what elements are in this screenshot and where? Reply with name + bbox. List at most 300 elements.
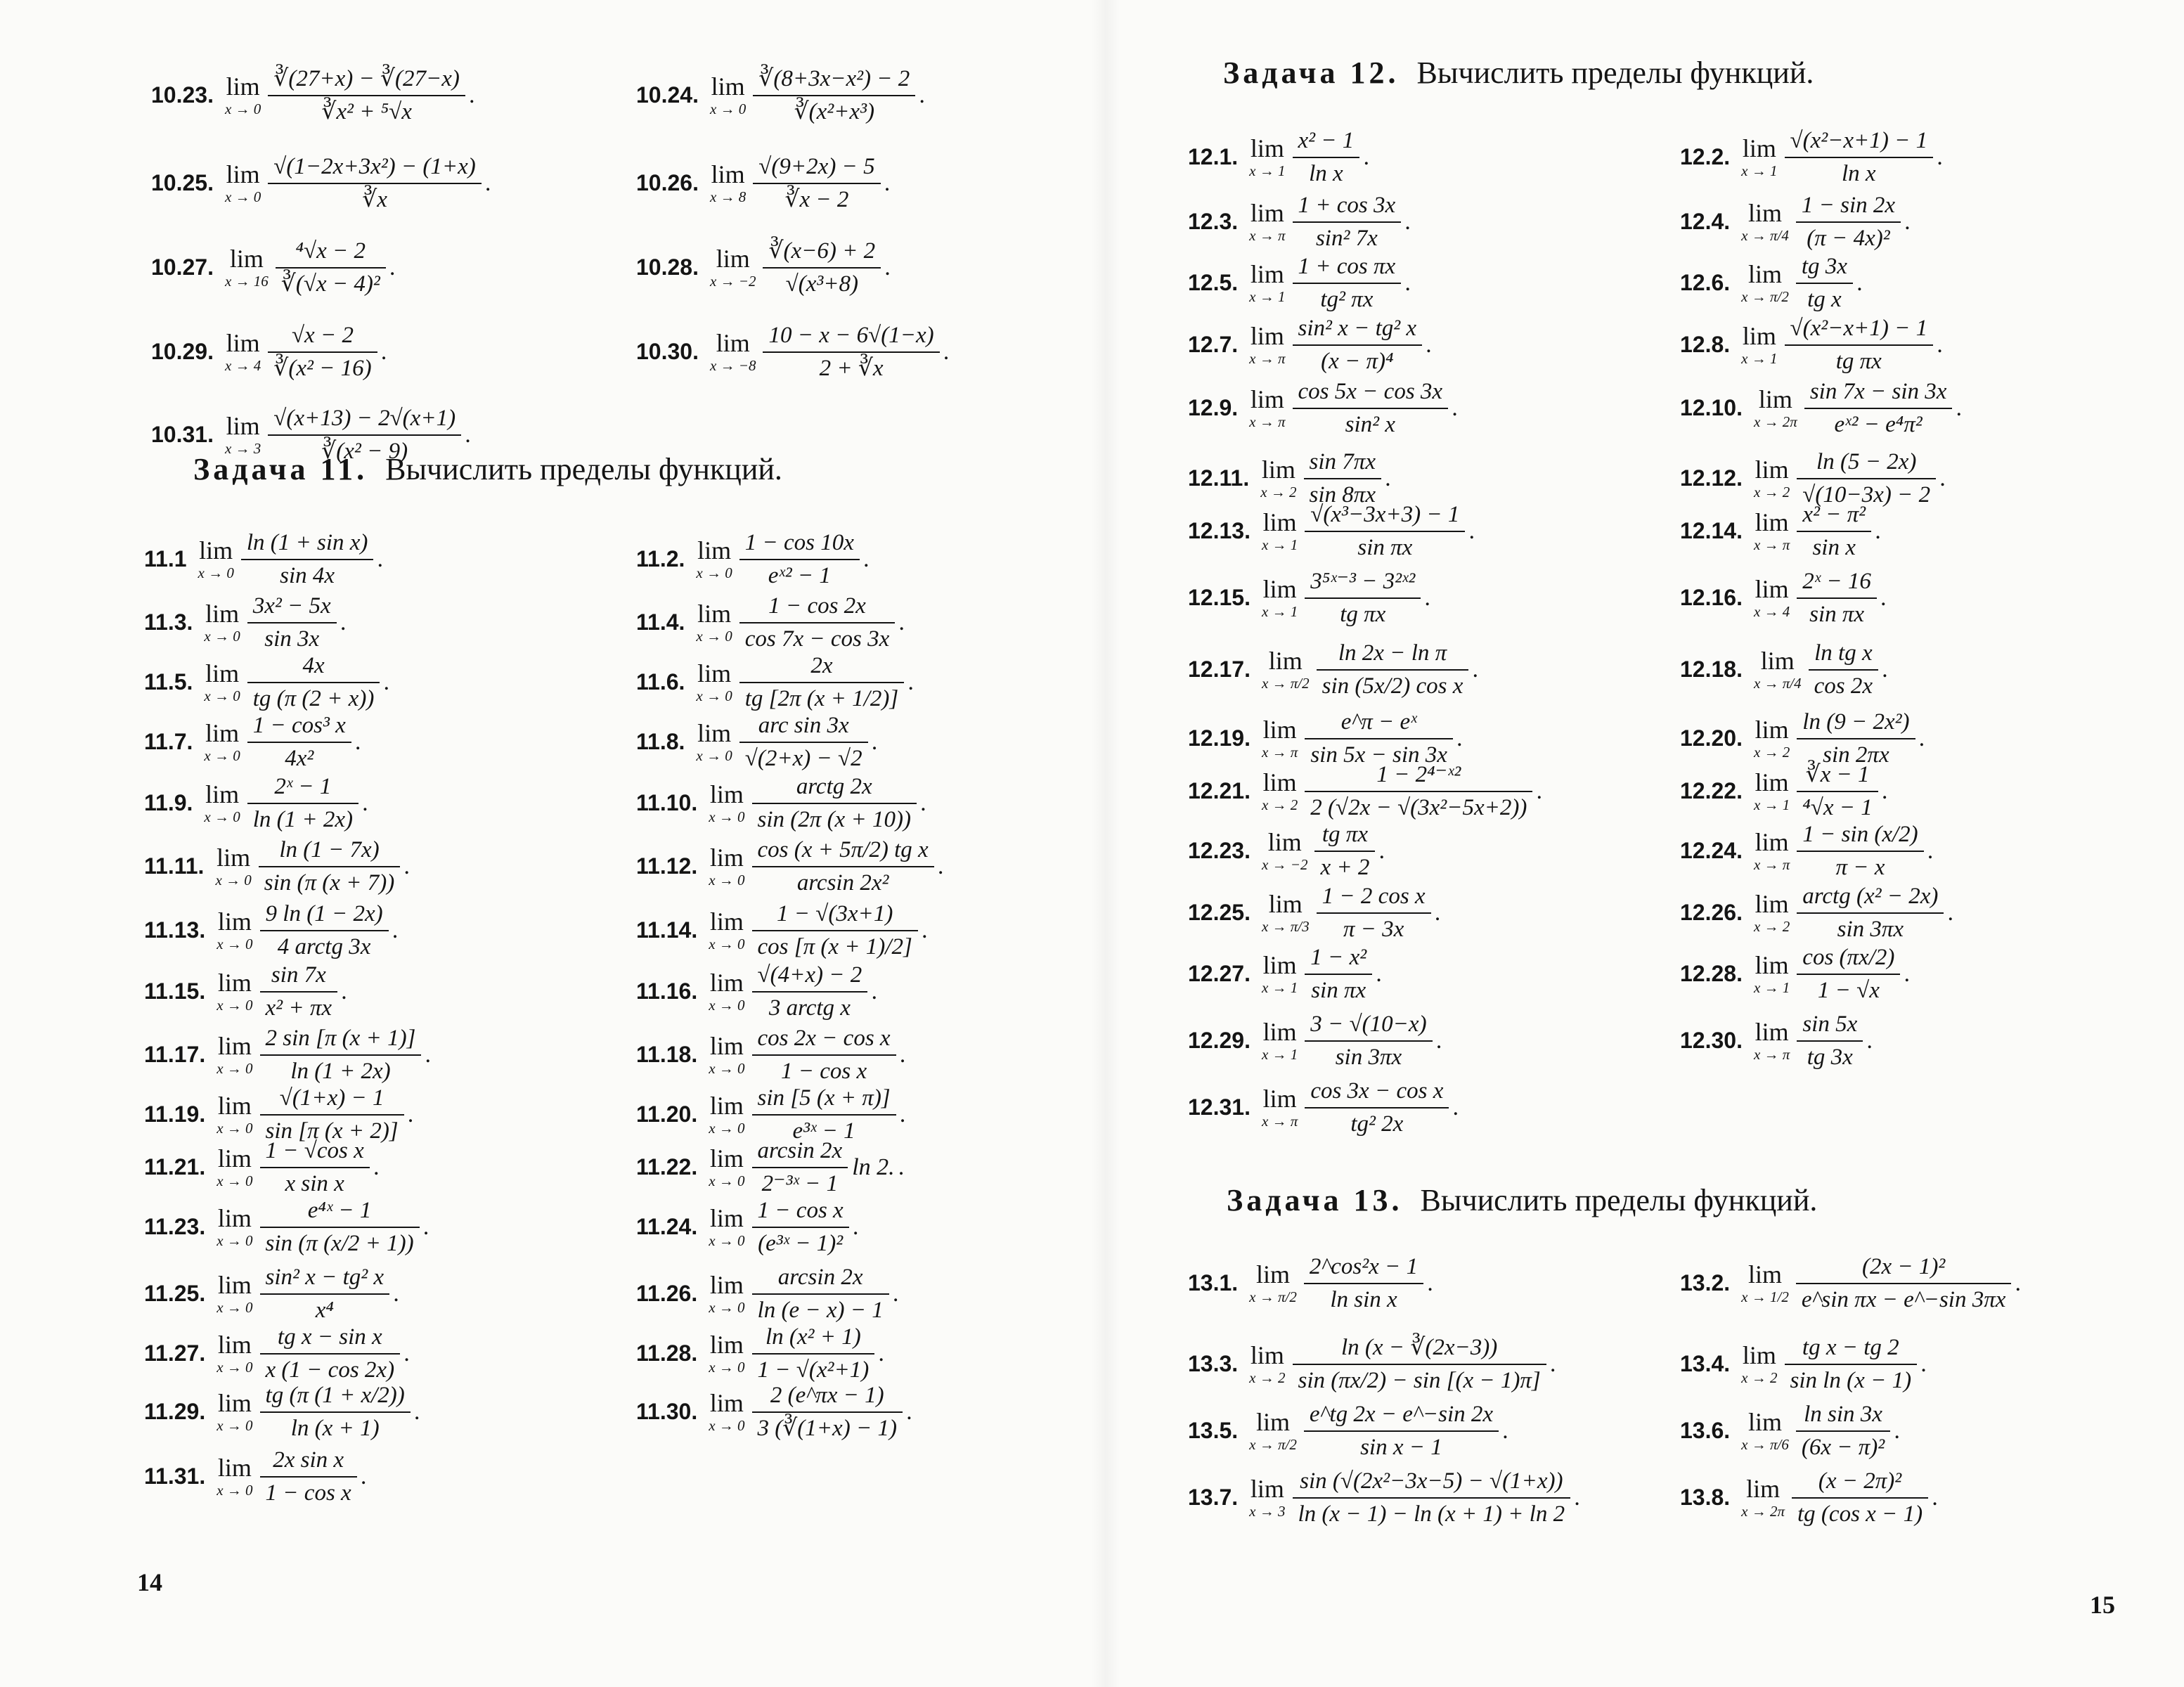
limit-problem bbox=[1188, 710, 1463, 767]
lim-word: lim bbox=[709, 1092, 744, 1120]
lim-word: lim bbox=[217, 1032, 252, 1061]
problem-number: 10.26. bbox=[636, 170, 699, 196]
book-spine bbox=[1092, 0, 1120, 1687]
lim-subscript: x → 0 bbox=[215, 872, 252, 889]
lim-subscript: x → 0 bbox=[217, 1060, 253, 1078]
lim-word: lim bbox=[1268, 890, 1303, 919]
lim-operator bbox=[225, 330, 261, 373]
problem-number: 12.19. bbox=[1188, 725, 1251, 751]
period: . bbox=[1435, 899, 1442, 926]
limit-problem bbox=[636, 775, 926, 832]
lim-word: lim bbox=[711, 72, 745, 101]
problem-number: 11.28. bbox=[636, 1340, 698, 1366]
lim-word: lim bbox=[1250, 385, 1284, 414]
lim-subscript: x → 2 bbox=[1260, 484, 1297, 501]
limit-problem bbox=[1680, 1469, 1939, 1526]
limit-problem bbox=[636, 963, 878, 1020]
denominator: sin 3πx bbox=[1837, 916, 1904, 942]
lim-subscript: x → 0 bbox=[198, 564, 234, 582]
fraction bbox=[1305, 1079, 1449, 1136]
period: . bbox=[404, 1340, 411, 1366]
fraction bbox=[1317, 641, 1469, 698]
lim-operator bbox=[217, 909, 252, 952]
denominator: tg [2π (x + 1/2)] bbox=[744, 685, 899, 711]
lim-operator bbox=[225, 413, 261, 456]
lim-word: lim bbox=[217, 1271, 252, 1300]
lim-word: lim bbox=[1261, 455, 1295, 484]
period: . bbox=[2015, 1269, 2022, 1296]
period: . bbox=[1364, 143, 1370, 170]
problem-number: 11.2. bbox=[636, 546, 685, 572]
numerator: 1 − cos x bbox=[757, 1198, 844, 1223]
denominator: sin (2π (x + 10)) bbox=[757, 806, 911, 832]
numerator: cos 5x − cos 3x bbox=[1298, 379, 1443, 404]
numerator: 1 − x² bbox=[1310, 945, 1367, 970]
lim-operator bbox=[709, 1390, 744, 1433]
problem-number: 13.2. bbox=[1680, 1270, 1731, 1296]
lim-subscript: x → 0 bbox=[696, 628, 732, 645]
problem-number: 12.1. bbox=[1188, 144, 1239, 170]
numerator: 4x bbox=[302, 653, 325, 678]
limit-problem bbox=[144, 1265, 400, 1322]
period: . bbox=[404, 853, 411, 879]
problem-number: 12.16. bbox=[1680, 585, 1743, 611]
lim-operator bbox=[225, 246, 269, 289]
limit-problem bbox=[636, 155, 891, 212]
period: . bbox=[1875, 517, 1882, 544]
numerator: ⁴√x − 2 bbox=[295, 238, 366, 264]
lim-subscript: x → π bbox=[1249, 413, 1286, 431]
limit-problem bbox=[144, 1383, 420, 1440]
lim-subscript: x → 0 bbox=[204, 687, 240, 705]
limit-problem bbox=[144, 838, 411, 895]
lim-operator bbox=[1260, 457, 1296, 500]
task-12-title: Вычислить пределы функций. bbox=[1416, 56, 1814, 90]
lim-word: lim bbox=[1755, 951, 1789, 980]
problem-number: 12.3. bbox=[1188, 209, 1239, 235]
period: . bbox=[1937, 143, 1944, 170]
problem-number: 12.2. bbox=[1680, 144, 1731, 170]
numerator: 1 − 2 cos x bbox=[1322, 884, 1426, 909]
limit-problem bbox=[1188, 822, 1385, 879]
fraction bbox=[259, 838, 400, 895]
limit-problem bbox=[1680, 641, 1889, 698]
problem-number: 11.22. bbox=[636, 1154, 698, 1180]
limit-problem bbox=[636, 1383, 912, 1440]
problem-number: 11.16. bbox=[636, 978, 698, 1004]
lim-operator bbox=[696, 720, 732, 763]
lim-operator bbox=[696, 538, 732, 581]
problem-number: 10.31. bbox=[151, 422, 214, 448]
problem-number: 12.25. bbox=[1188, 900, 1251, 926]
limit-problem bbox=[636, 1265, 899, 1322]
period: . bbox=[884, 169, 891, 196]
problem-number: 11.24. bbox=[636, 1214, 698, 1240]
problem-number: 11.12. bbox=[636, 853, 698, 879]
limit-problem bbox=[1680, 1402, 1901, 1459]
period: . bbox=[898, 1153, 905, 1180]
problem-number: 11.21. bbox=[144, 1154, 206, 1180]
numerator: 1 − √(3x+1) bbox=[777, 901, 893, 926]
lim-subscript: x → 4 bbox=[224, 357, 261, 375]
limit-problem bbox=[1188, 641, 1479, 698]
limit-problem bbox=[1188, 193, 1411, 250]
lim-subscript: x → π bbox=[1753, 1046, 1790, 1064]
problem-number: 13.4. bbox=[1680, 1351, 1731, 1377]
period: . bbox=[1385, 465, 1392, 491]
lim-operator bbox=[696, 661, 732, 704]
limit-problem bbox=[636, 67, 926, 124]
lim-operator bbox=[709, 1033, 744, 1076]
lim-subscript: x → 1 bbox=[1741, 350, 1778, 368]
lim-word: lim bbox=[711, 160, 745, 189]
lim-operator bbox=[225, 162, 261, 205]
fraction bbox=[260, 1026, 422, 1083]
numerator: e⁴ˣ − 1 bbox=[307, 1198, 372, 1223]
period: . bbox=[893, 1280, 900, 1307]
limit-problem bbox=[144, 1086, 414, 1143]
problem-number: 12.31. bbox=[1188, 1094, 1251, 1120]
lim-subscript: x → π/2 bbox=[1741, 288, 1789, 306]
denominator: 1 − cos x bbox=[265, 1480, 351, 1506]
fraction bbox=[1796, 193, 1901, 250]
fraction bbox=[752, 1086, 896, 1143]
denominator: 3 arctg x bbox=[768, 995, 851, 1021]
period: . bbox=[1904, 960, 1911, 987]
fraction bbox=[1797, 450, 1936, 507]
lim-subscript: x → 2π bbox=[1753, 413, 1797, 431]
lim-subscript: x → −2 bbox=[709, 273, 756, 290]
period: . bbox=[1921, 1350, 1927, 1377]
denominator: ⁴√x − 1 bbox=[1802, 794, 1873, 820]
lim-operator bbox=[1754, 387, 1797, 429]
numerator: tg x − sin x bbox=[277, 1324, 382, 1350]
fraction bbox=[763, 323, 939, 380]
lim-operator bbox=[1741, 136, 1777, 179]
lim-word: lim bbox=[709, 907, 744, 936]
lim-subscript: x → 0 bbox=[709, 1417, 745, 1435]
lim-word: lim bbox=[1742, 322, 1776, 351]
denominator: sin 3x bbox=[264, 626, 320, 652]
lim-word: lim bbox=[1262, 951, 1297, 980]
denominator: eˣ² − 1 bbox=[768, 562, 831, 588]
lim-subscript: x → π/2 bbox=[1249, 1436, 1297, 1454]
numerator: 2ˣ − 16 bbox=[1802, 569, 1871, 594]
fraction bbox=[1796, 1255, 2012, 1312]
lim-operator bbox=[1741, 1476, 1785, 1519]
lim-operator bbox=[1754, 457, 1790, 500]
numerator: 1 − cos 2x bbox=[768, 593, 866, 619]
lim-operator bbox=[709, 1093, 744, 1136]
denominator: sin (5x/2) cos x bbox=[1322, 673, 1463, 699]
page-number-left: 14 bbox=[137, 1568, 162, 1596]
problem-number: 10.27. bbox=[151, 254, 214, 280]
fraction bbox=[739, 654, 904, 711]
lim-subscript: x → 0 bbox=[696, 687, 732, 705]
lim-operator bbox=[1249, 261, 1285, 304]
period: . bbox=[485, 169, 492, 196]
lim-subscript: x → 4 bbox=[1753, 603, 1790, 621]
limit-problem bbox=[1680, 1012, 1873, 1069]
fraction bbox=[752, 1383, 903, 1440]
fraction bbox=[752, 1198, 849, 1255]
lim-subscript: x → 1 bbox=[1261, 536, 1298, 554]
denominator: x + 2 bbox=[1320, 854, 1370, 880]
fraction bbox=[752, 1325, 875, 1382]
fraction bbox=[260, 1086, 404, 1143]
lim-operator bbox=[1754, 770, 1790, 813]
denominator: sin πx bbox=[1809, 601, 1865, 627]
period: . bbox=[342, 978, 348, 1004]
numerator: √(4+x) − 2 bbox=[757, 962, 862, 988]
problem-number: 12.10. bbox=[1680, 395, 1743, 421]
limit-problem bbox=[1680, 316, 1944, 373]
lim-word: lim bbox=[217, 1389, 252, 1418]
lim-word: lim bbox=[226, 412, 260, 441]
numerator: arctg (x² − 2x) bbox=[1802, 884, 1939, 909]
lim-word: lim bbox=[709, 1032, 744, 1061]
period: . bbox=[373, 1153, 380, 1180]
limit-problem bbox=[1680, 763, 1888, 820]
lim-operator bbox=[1249, 136, 1285, 179]
numerator: x² − π² bbox=[1802, 502, 1866, 527]
period: . bbox=[1867, 1027, 1873, 1054]
numerator: ∛(x−6) + 2 bbox=[768, 238, 876, 264]
numerator: sin² x − tg² x bbox=[1298, 316, 1417, 341]
problem-number: 12.12. bbox=[1680, 465, 1743, 491]
lim-word: lim bbox=[709, 969, 744, 997]
fraction bbox=[1792, 1469, 1928, 1526]
lim-subscript: x → 0 bbox=[709, 101, 747, 118]
fraction bbox=[1797, 945, 1900, 1002]
denominator: 2 + ∛x bbox=[819, 355, 884, 381]
lim-operator bbox=[709, 1206, 744, 1248]
numerator: sin (√(2x²−3x−5) − √(1+x)) bbox=[1300, 1468, 1563, 1494]
task-12-heading bbox=[1223, 55, 1814, 91]
problem-number: 11.11. bbox=[144, 853, 205, 879]
numerator: √x − 2 bbox=[291, 323, 354, 348]
lim-subscript: x → 1 bbox=[1261, 979, 1298, 997]
problem-number: 10.24. bbox=[636, 82, 699, 108]
period: . bbox=[381, 338, 388, 365]
limit-problem bbox=[151, 323, 387, 380]
lim-operator bbox=[1741, 1409, 1789, 1452]
lim-word: lim bbox=[217, 1331, 252, 1359]
numerator: tg x − tg 2 bbox=[1802, 1335, 1899, 1360]
problem-number: 12.8. bbox=[1680, 332, 1731, 358]
lim-subscript: x → 0 bbox=[709, 936, 745, 953]
lim-operator bbox=[709, 1332, 744, 1375]
lim-subscript: x → 0 bbox=[709, 997, 745, 1014]
problem-number: 13.6. bbox=[1680, 1418, 1731, 1444]
lim-word: lim bbox=[709, 1389, 744, 1418]
numerator: 1 − sin 2x bbox=[1801, 193, 1896, 218]
lim-operator bbox=[1262, 648, 1310, 691]
numerator: √(x²−x+1) − 1 bbox=[1790, 128, 1928, 153]
lim-word: lim bbox=[1758, 385, 1792, 414]
denominator: ln x bbox=[1309, 160, 1343, 186]
limit-problem bbox=[1188, 569, 1431, 626]
period: . bbox=[1882, 777, 1889, 804]
denominator: √(10−3x) − 2 bbox=[1802, 481, 1931, 508]
fraction bbox=[739, 594, 896, 651]
lim-subscript: x → π/2 bbox=[1261, 675, 1310, 692]
lim-subscript: x → 1 bbox=[1741, 162, 1778, 180]
denominator: sin² 7x bbox=[1315, 225, 1378, 251]
problem-number: 11.14. bbox=[636, 917, 698, 943]
limit-problem bbox=[1188, 129, 1370, 186]
lim-subscript: x → 0 bbox=[217, 1232, 253, 1250]
lim-word: lim bbox=[1256, 1408, 1291, 1437]
fraction bbox=[763, 239, 881, 296]
denominator: √(2+x) − √2 bbox=[744, 745, 862, 771]
task-11-title: Вычислить пределы функций. bbox=[385, 452, 782, 486]
problem-number: 10.23. bbox=[151, 82, 214, 108]
trailing-factor: ln 2. bbox=[852, 1153, 895, 1180]
lim-subscript: x → 0 bbox=[217, 1120, 253, 1137]
limit-problem bbox=[151, 155, 491, 212]
period: . bbox=[885, 254, 891, 280]
problem-number: 10.28. bbox=[636, 254, 699, 280]
lim-subscript: x → 0 bbox=[696, 564, 732, 582]
problem-number: 11.5. bbox=[144, 669, 193, 695]
lim-subscript: x → 1 bbox=[1753, 796, 1790, 814]
period: . bbox=[908, 668, 915, 695]
problem-number: 11.20. bbox=[636, 1101, 698, 1127]
fraction bbox=[1314, 822, 1375, 879]
lim-subscript: x → 0 bbox=[204, 628, 240, 645]
fraction bbox=[1785, 1336, 1918, 1392]
lim-subscript: x → −2 bbox=[1261, 856, 1308, 874]
lim-word: lim bbox=[205, 719, 240, 748]
period: . bbox=[1456, 725, 1463, 751]
period: . bbox=[919, 82, 926, 108]
lim-operator bbox=[710, 74, 746, 117]
denominator: cos 7x − cos 3x bbox=[744, 626, 890, 652]
denominator: tg 3x bbox=[1807, 1044, 1853, 1070]
limit-problem bbox=[1680, 129, 1944, 186]
denominator: 1 − √(x²+1) bbox=[757, 1357, 870, 1383]
limit-problem bbox=[636, 713, 878, 770]
lim-operator bbox=[204, 661, 240, 704]
problem-number: 11.13. bbox=[144, 917, 206, 943]
lim-word: lim bbox=[1262, 716, 1297, 744]
denominator: sin πx bbox=[1357, 534, 1413, 560]
lim-subscript: x → 0 bbox=[709, 1060, 745, 1078]
lim-operator bbox=[1262, 576, 1298, 619]
limit-problem bbox=[1188, 1336, 1556, 1392]
lim-subscript: x → π bbox=[1249, 227, 1286, 245]
limit-problem bbox=[1680, 822, 1934, 879]
lim-subscript: x → 2π bbox=[1741, 1503, 1785, 1520]
period: . bbox=[900, 1041, 907, 1068]
period: . bbox=[363, 789, 369, 816]
lim-word: lim bbox=[1755, 768, 1789, 797]
fraction bbox=[247, 713, 351, 770]
lim-word: lim bbox=[205, 659, 240, 688]
lim-subscript: x → 1 bbox=[1249, 288, 1286, 306]
numerator: ln (1 + sin x) bbox=[246, 530, 368, 555]
limit-problem bbox=[636, 531, 870, 588]
lim-word: lim bbox=[709, 844, 744, 872]
denominator: (x − π)⁴ bbox=[1321, 348, 1394, 374]
lim-word: lim bbox=[1755, 716, 1789, 744]
problem-number: 11.18. bbox=[636, 1042, 698, 1068]
fraction bbox=[739, 713, 868, 770]
lim-operator bbox=[1741, 1262, 1789, 1305]
lim-word: lim bbox=[1250, 199, 1284, 228]
numerator: 9 ln (1 − 2x) bbox=[265, 901, 383, 926]
lim-word: lim bbox=[697, 659, 732, 688]
lim-operator bbox=[217, 1332, 252, 1375]
lim-subscript: x → 0 bbox=[709, 1232, 745, 1250]
limit-problem bbox=[144, 963, 348, 1020]
period: . bbox=[355, 728, 362, 755]
denominator: e^sin πx − e^−sin 3πx bbox=[1801, 1286, 2006, 1312]
limit-problem bbox=[144, 775, 369, 832]
lim-operator bbox=[1249, 1343, 1285, 1385]
period: . bbox=[1919, 725, 1926, 751]
lim-operator bbox=[1754, 717, 1790, 760]
fraction bbox=[752, 1265, 889, 1322]
denominator: ∛x bbox=[362, 186, 387, 212]
problem-number: 13.8. bbox=[1680, 1485, 1731, 1511]
period: . bbox=[1927, 837, 1934, 864]
period: . bbox=[872, 978, 878, 1004]
period: . bbox=[425, 1041, 432, 1068]
lim-operator bbox=[709, 1146, 744, 1189]
denominator: ln (x − 1) − ln (x + 1) + ln 2 bbox=[1298, 1501, 1565, 1527]
limit-problem bbox=[144, 902, 399, 959]
lim-subscript: x → 0 bbox=[709, 808, 745, 826]
numerator: 1 − 2⁴⁻ˣ² bbox=[1376, 762, 1461, 787]
lim-word: lim bbox=[1755, 1018, 1789, 1047]
numerator: ln tg x bbox=[1814, 640, 1873, 666]
period: . bbox=[938, 853, 945, 879]
problem-number: 11.23. bbox=[144, 1214, 206, 1240]
limit-problem bbox=[1188, 945, 1383, 1002]
task-12-label: Задача 12. bbox=[1223, 56, 1400, 90]
lim-subscript: x → 2 bbox=[1753, 744, 1790, 761]
period: . bbox=[863, 545, 870, 572]
denominator: ∛(√x − 4)² bbox=[280, 271, 380, 297]
lim-operator bbox=[217, 970, 252, 1013]
lim-operator bbox=[217, 1146, 252, 1189]
denominator: tg² πx bbox=[1320, 286, 1374, 312]
denominator: ln (e − x) − 1 bbox=[757, 1297, 884, 1323]
numerator: ∛x − 1 bbox=[1805, 762, 1870, 787]
fraction bbox=[1797, 569, 1877, 626]
numerator: sin 7x − sin 3x bbox=[1809, 379, 1947, 404]
numerator: ln 2x − ln π bbox=[1338, 640, 1447, 666]
problem-number: 11.3. bbox=[144, 609, 193, 635]
period: . bbox=[1882, 656, 1889, 683]
limit-problem bbox=[636, 902, 928, 959]
fraction bbox=[260, 1265, 390, 1322]
denominator: ∛x² + ⁵√x bbox=[321, 98, 412, 124]
fraction bbox=[268, 155, 481, 212]
lim-word: lim bbox=[1755, 455, 1789, 484]
problem-number: 12.30. bbox=[1680, 1028, 1743, 1054]
numerator: 1 − sin (x/2) bbox=[1802, 822, 1918, 847]
lim-operator bbox=[217, 1093, 252, 1136]
problem-number: 13.3. bbox=[1188, 1351, 1239, 1377]
lim-subscript: x → 0 bbox=[217, 997, 253, 1014]
period: . bbox=[1575, 1484, 1581, 1511]
numerator: 1 − cos 10x bbox=[744, 530, 854, 555]
lim-subscript: x → −8 bbox=[709, 357, 756, 375]
lim-word: lim bbox=[1742, 1341, 1776, 1370]
